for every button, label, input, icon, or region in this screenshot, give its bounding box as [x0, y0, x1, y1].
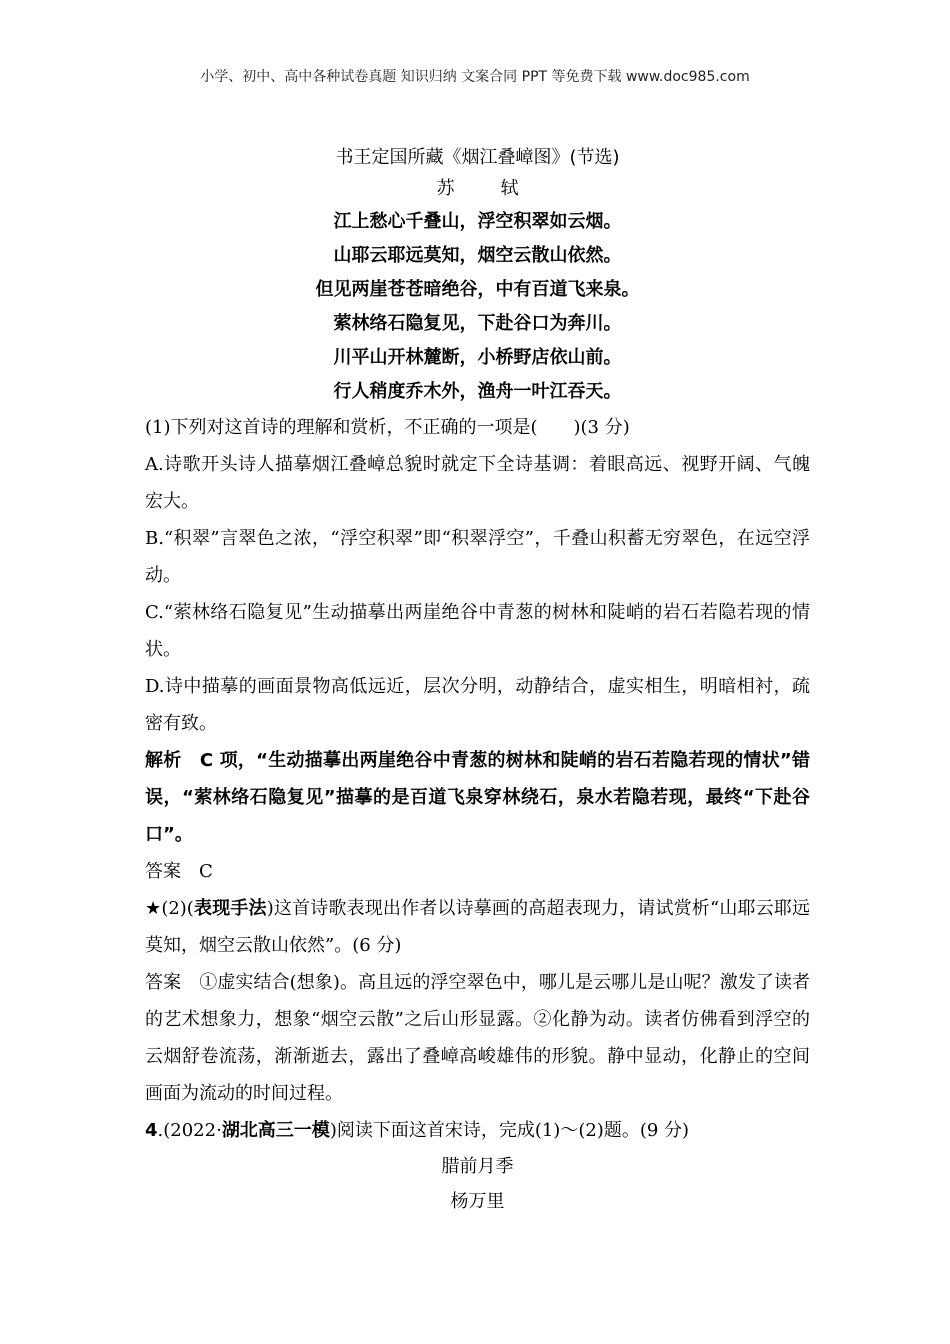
- poem-line: 江上愁心千叠山，浮空积翠如云烟。: [333, 211, 622, 232]
- question-2-stem: ★(2)(表现手法)这首诗歌表现出作者以诗摹画的高超表现力，请试赏析“山耶云耶远莫知，烟空云散山依然”。(6 分): [145, 898, 811, 956]
- analysis-paragraph: [145, 742, 810, 853]
- poem-line: 萦林络石隐复见，下赴谷口为奔川。: [333, 313, 622, 334]
- poem-author: 苏 轼: [436, 178, 533, 199]
- answer-text: ①虚实结合(想象)。高且远的浮空翠色中，哪儿是云哪儿是山呢？激发了读者的艺术想象力，想象“烟空云散”之后山形显露。②化静为动。读者仿佛看到浮空的云烟舒卷流荡，渐渐逝去，露出了叠嶂高峻雄伟的形貌。静中显动，化静止的空间画面为流动的时间过程。: [145, 972, 811, 1104]
- poem-line: 行人稍度乔木外，渔舟一叶江吞天。: [333, 381, 622, 402]
- question-tag: 表现手法: [193, 898, 267, 919]
- poem-line: 山耶云耶远莫知，烟空云散山依然。: [333, 245, 622, 266]
- answer-label: 答案: [145, 861, 181, 882]
- option-d: D.诗中描摹的画面景物高低远近，层次分明，动静结合，虚实相生，明暗相衬，疏密有致。: [145, 676, 810, 734]
- poem2-author: 杨万里: [450, 1191, 505, 1212]
- question-source: 湖北高三一模: [221, 1120, 330, 1141]
- option-c: C.“萦林络石隐复见”生动描摹出两崖绝谷中青葱的树林和陡峭的岩石若隐若现的情状。: [145, 602, 810, 660]
- star-icon: ★: [145, 898, 162, 919]
- document-body: [145, 143, 810, 1219]
- answer-value: C: [199, 861, 213, 882]
- analysis-text: C 项，“生动描摹出两崖绝谷中青葱的树林和陡峭的岩石若隐若现的情状”错误，“萦林络石隐复见”描摹的是百道飞泉穿林绕石，泉水若隐若现，最终“下赴谷口”。: [145, 750, 811, 845]
- answer-2-paragraph: [145, 964, 810, 1112]
- question-4-stem: 4.(2022·湖北高三一模)阅读下面这首宋诗，完成(1)～(2)题。(9 分): [145, 1120, 690, 1141]
- answer-1-paragraph: [145, 853, 810, 890]
- option-b: B.“积翠”言翠色之浓，“浮空积翠”即“积翠浮空”，千叠山积蓄无穷翠色，在远空浮动。: [145, 528, 810, 586]
- question-number: 4: [145, 1120, 158, 1141]
- answer-label: 答案: [145, 972, 182, 993]
- page-header: 小学、初中、高中各种试卷真题 知识归纳 文案合同 PPT 等免费下载 www.doc985.com: [200, 69, 750, 85]
- poem2-title: 腊前月季: [441, 1156, 514, 1177]
- option-a: A.诗歌开头诗人描摹烟江叠嶂总貌时就定下全诗基调：着眼高远、视野开阔、气魄宏大。: [145, 454, 810, 512]
- poem-line: 但见两崖苍苍暗绝谷，中有百道飞来泉。: [315, 279, 640, 300]
- question-1-stem: (1)下列对这首诗的理解和赏析，不正确的一项是( )(3 分): [145, 417, 630, 438]
- analysis-label: 解析: [145, 750, 182, 771]
- poem-title: 书王定国所藏《烟江叠嶂图》(节选): [335, 147, 620, 168]
- poem-line: 川平山开林麓断，小桥野店依山前。: [333, 347, 622, 368]
- poem-lines: [145, 205, 810, 409]
